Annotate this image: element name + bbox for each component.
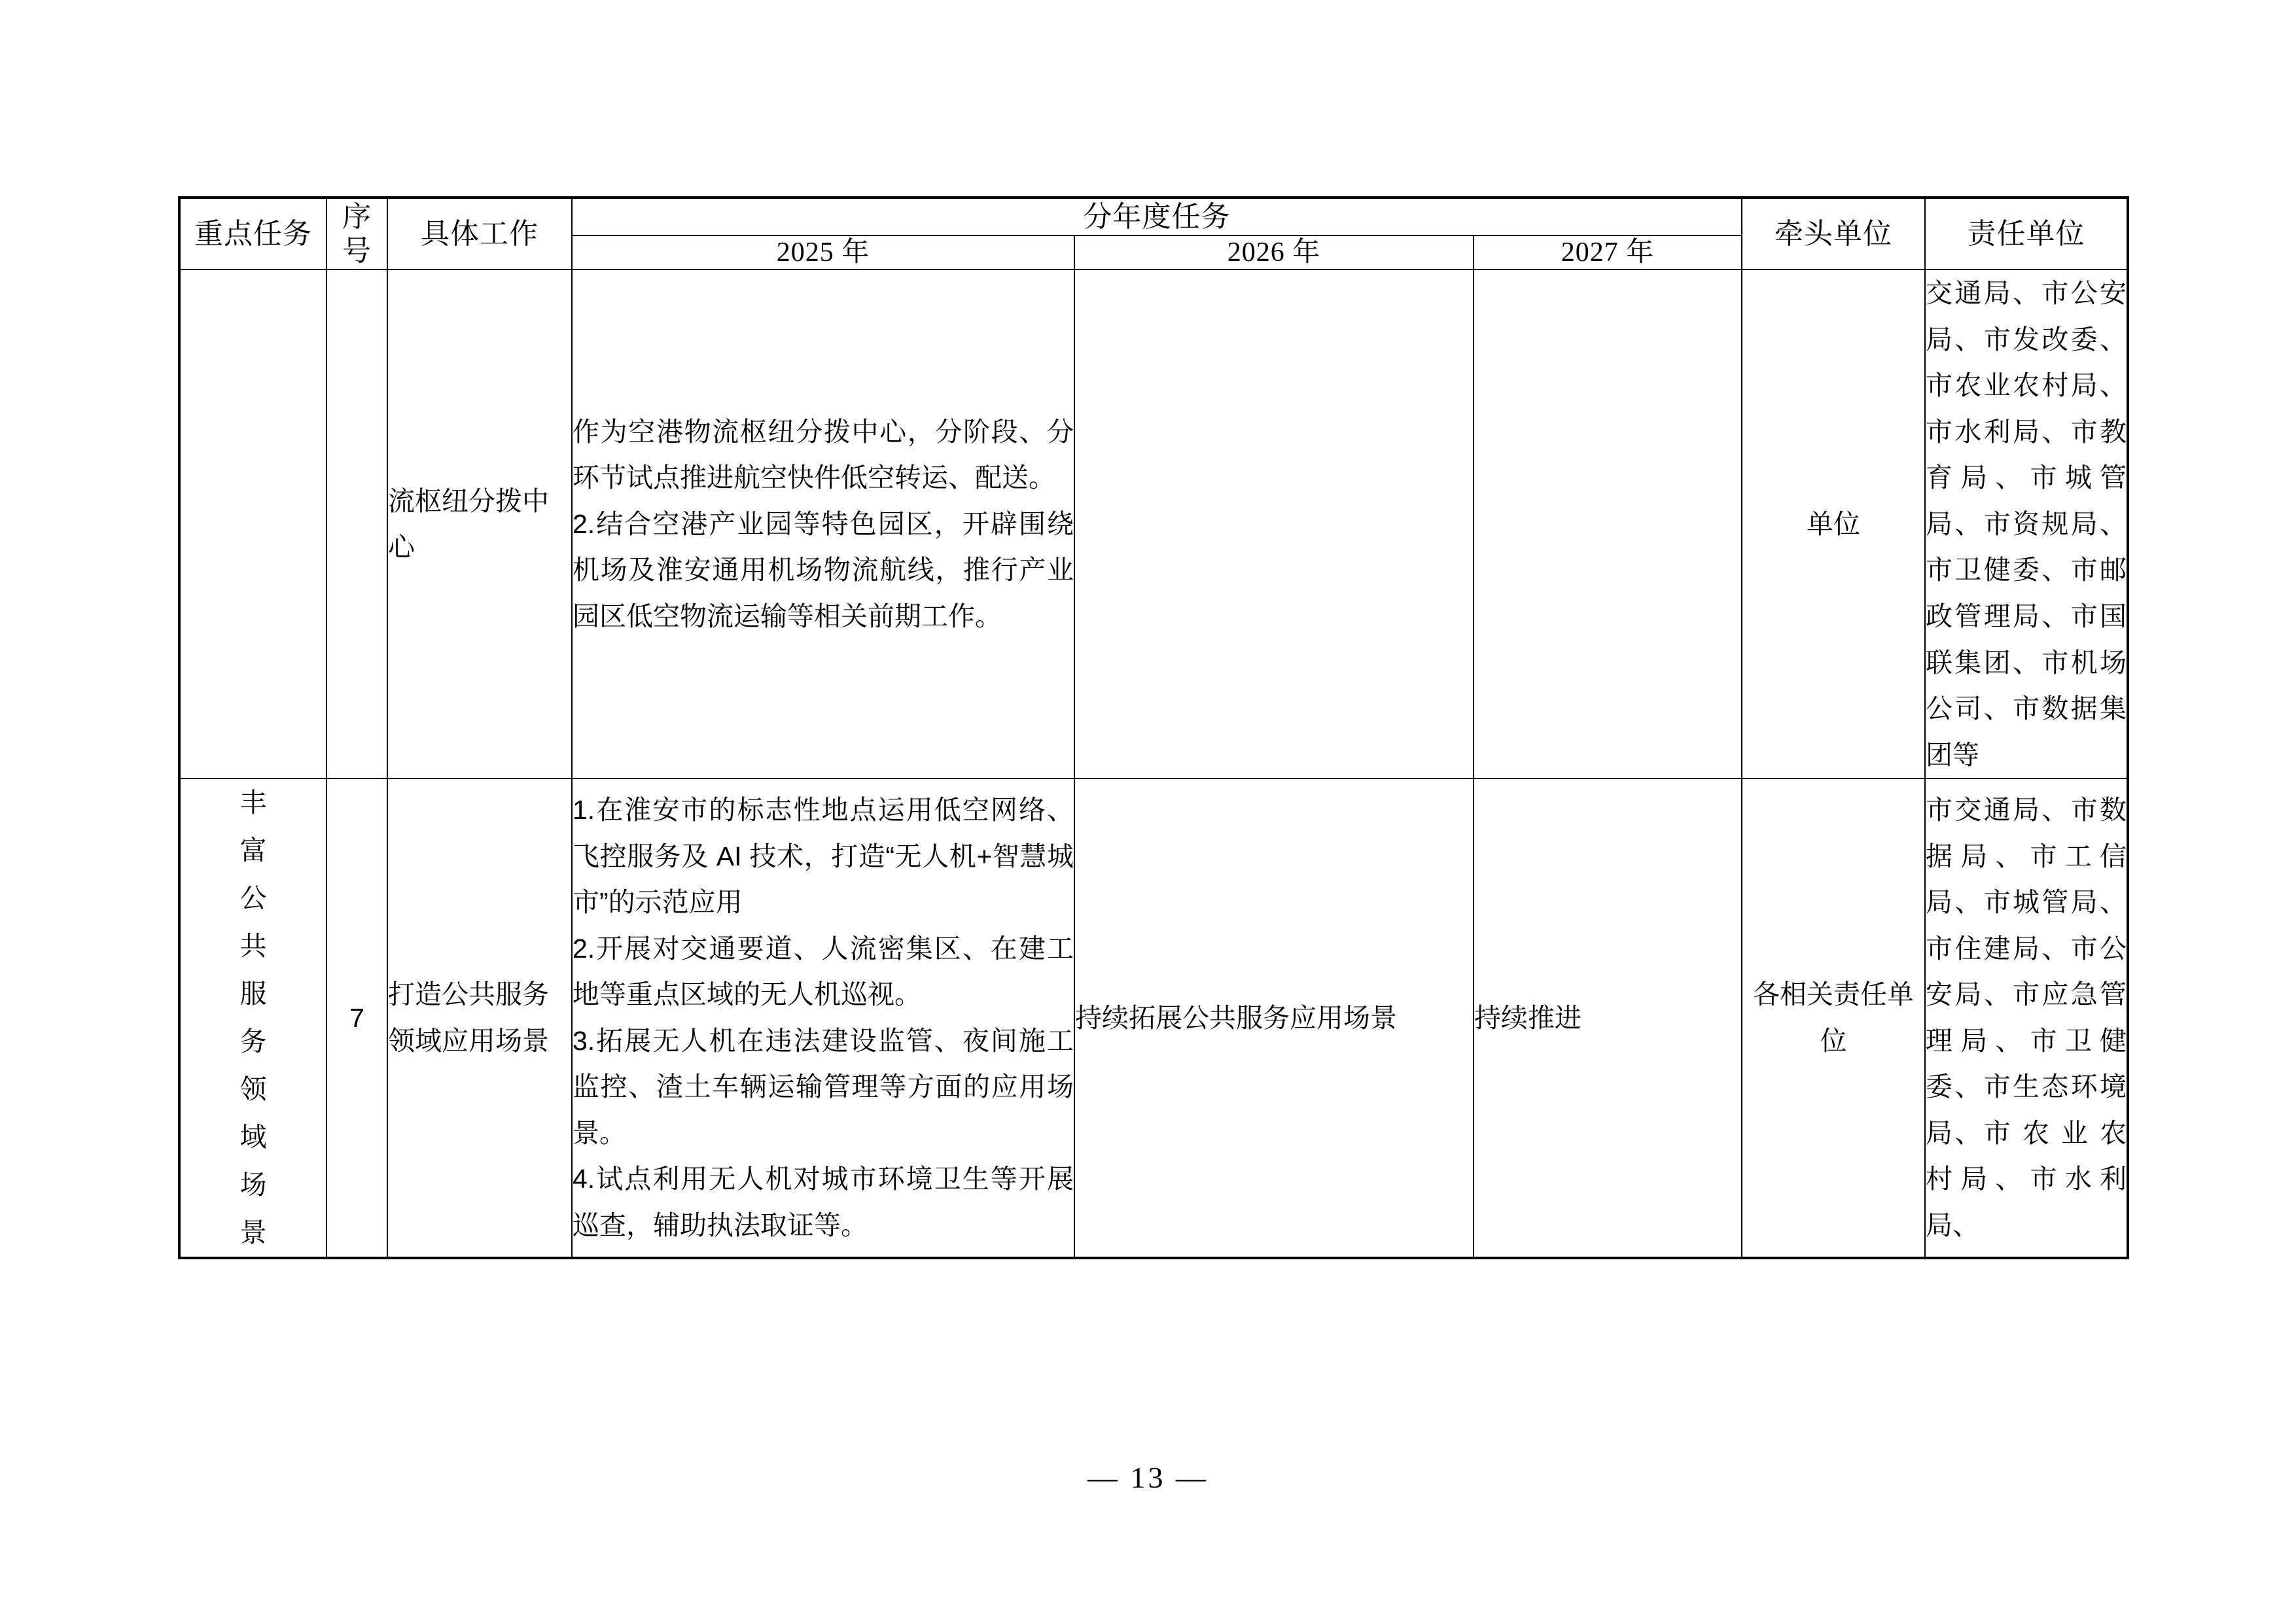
table-header bbox=[179, 198, 2128, 270]
header-specific-work: 具体工作 bbox=[387, 198, 572, 270]
header-focus-task: 重点任务 bbox=[179, 198, 327, 270]
cell-sequence-number: 7 bbox=[327, 778, 387, 1258]
table-row bbox=[179, 270, 2128, 778]
cell-responsible-unit: 交通局、市公安局、市发改委、市农业农村局、市水利局、市教育局、市城管局、市资规局、市卫健委、市邮政管理局、市国联集团、市机场公司、市数据集团等 bbox=[1925, 270, 2128, 778]
cell-specific-work: 打造公共服务领域应用场景 bbox=[387, 778, 572, 1258]
vertical-label-char: 服 bbox=[239, 978, 267, 1009]
table-body bbox=[179, 270, 2128, 1257]
header-sequence-number bbox=[327, 198, 387, 270]
header-annual-tasks: 分年度任务 bbox=[572, 198, 1742, 236]
cell-paragraph: 作为空港物流枢纽分拨中心，分阶段、分环节试点推进航空快件低空转运、配送。 bbox=[573, 416, 1074, 493]
cell-year-2026 bbox=[1074, 270, 1474, 778]
vertical-label-char: 公 bbox=[239, 883, 267, 913]
cell-focus-task bbox=[179, 270, 327, 778]
cell-lead-unit: 单位 bbox=[1742, 270, 1925, 778]
cell-specific-work: 流枢纽分拨中心 bbox=[387, 270, 572, 778]
vertical-label-char: 共 bbox=[239, 930, 267, 961]
header-sequence-line-2: 号 bbox=[342, 234, 372, 267]
cell-year-2025 bbox=[572, 270, 1074, 778]
cell-year-2026: 持续拓展公共服务应用场景 bbox=[1074, 778, 1474, 1258]
cell-year-2027 bbox=[1474, 270, 1742, 778]
vertical-label-char: 域 bbox=[239, 1121, 267, 1152]
vertical-label-char: 丰 bbox=[239, 788, 267, 818]
header-responsible-unit: 责任单位 bbox=[1925, 198, 2128, 270]
annual-task-table bbox=[178, 196, 2129, 1259]
cell-year-2027: 持续推进 bbox=[1474, 778, 1742, 1258]
header-year-2027: 2027 年 bbox=[1474, 236, 1742, 270]
cell-paragraph: 2.开展对交通要道、人流密集区、在建工地等重点区域的无人机巡视。 bbox=[573, 933, 1074, 1010]
vertical-label-char: 场 bbox=[239, 1169, 267, 1200]
table-header-row-1 bbox=[179, 198, 2128, 236]
vertical-label-char: 务 bbox=[239, 1026, 267, 1056]
cell-responsible-unit: 市交通局、市数据局、市工信局、市城管局、市住建局、市公安局、市应急管理局、市卫健委、市生态环境局、市 农 业 农 村局、市水利局、 bbox=[1925, 778, 2128, 1258]
cell-sequence-number bbox=[327, 270, 387, 778]
cell-paragraph: 3.拓展无人机在违法建设监管、夜间施工监控、渣土车辆运输管理等方面的应用场景。 bbox=[573, 1025, 1074, 1148]
header-year-2026: 2026 年 bbox=[1074, 236, 1474, 270]
vertical-label-char: 领 bbox=[239, 1073, 267, 1104]
vertical-label-char: 富 bbox=[239, 835, 267, 866]
cell-paragraph: 4.试点利用无人机对城市环境卫生等开展巡查，辅助执法取证等。 bbox=[573, 1164, 1074, 1240]
cell-paragraph: 1.在淮安市的标志性地点运用低空网络、飞控服务及 AI 技术，打造“无人机+智慧城市”的示范应用 bbox=[573, 795, 1074, 918]
cell-focus-task bbox=[179, 778, 327, 1258]
header-sequence-line-1: 序 bbox=[342, 200, 372, 233]
cell-lead-unit: 各相关责任单位 bbox=[1742, 778, 1925, 1258]
cell-year-2025 bbox=[572, 778, 1074, 1258]
vertical-label-char: 景 bbox=[239, 1217, 267, 1248]
header-year-2025: 2025 年 bbox=[572, 236, 1074, 270]
cell-paragraph: 2.结合空港产业园等特色园区，开辟围绕机场及淮安通用机场物流航线，推行产业园区低空物流运输等相关前期工作。 bbox=[573, 508, 1074, 631]
page-number: — 13 — bbox=[1087, 1461, 1209, 1494]
header-lead-unit: 牵头单位 bbox=[1742, 198, 1925, 270]
table-row bbox=[179, 778, 2128, 1258]
